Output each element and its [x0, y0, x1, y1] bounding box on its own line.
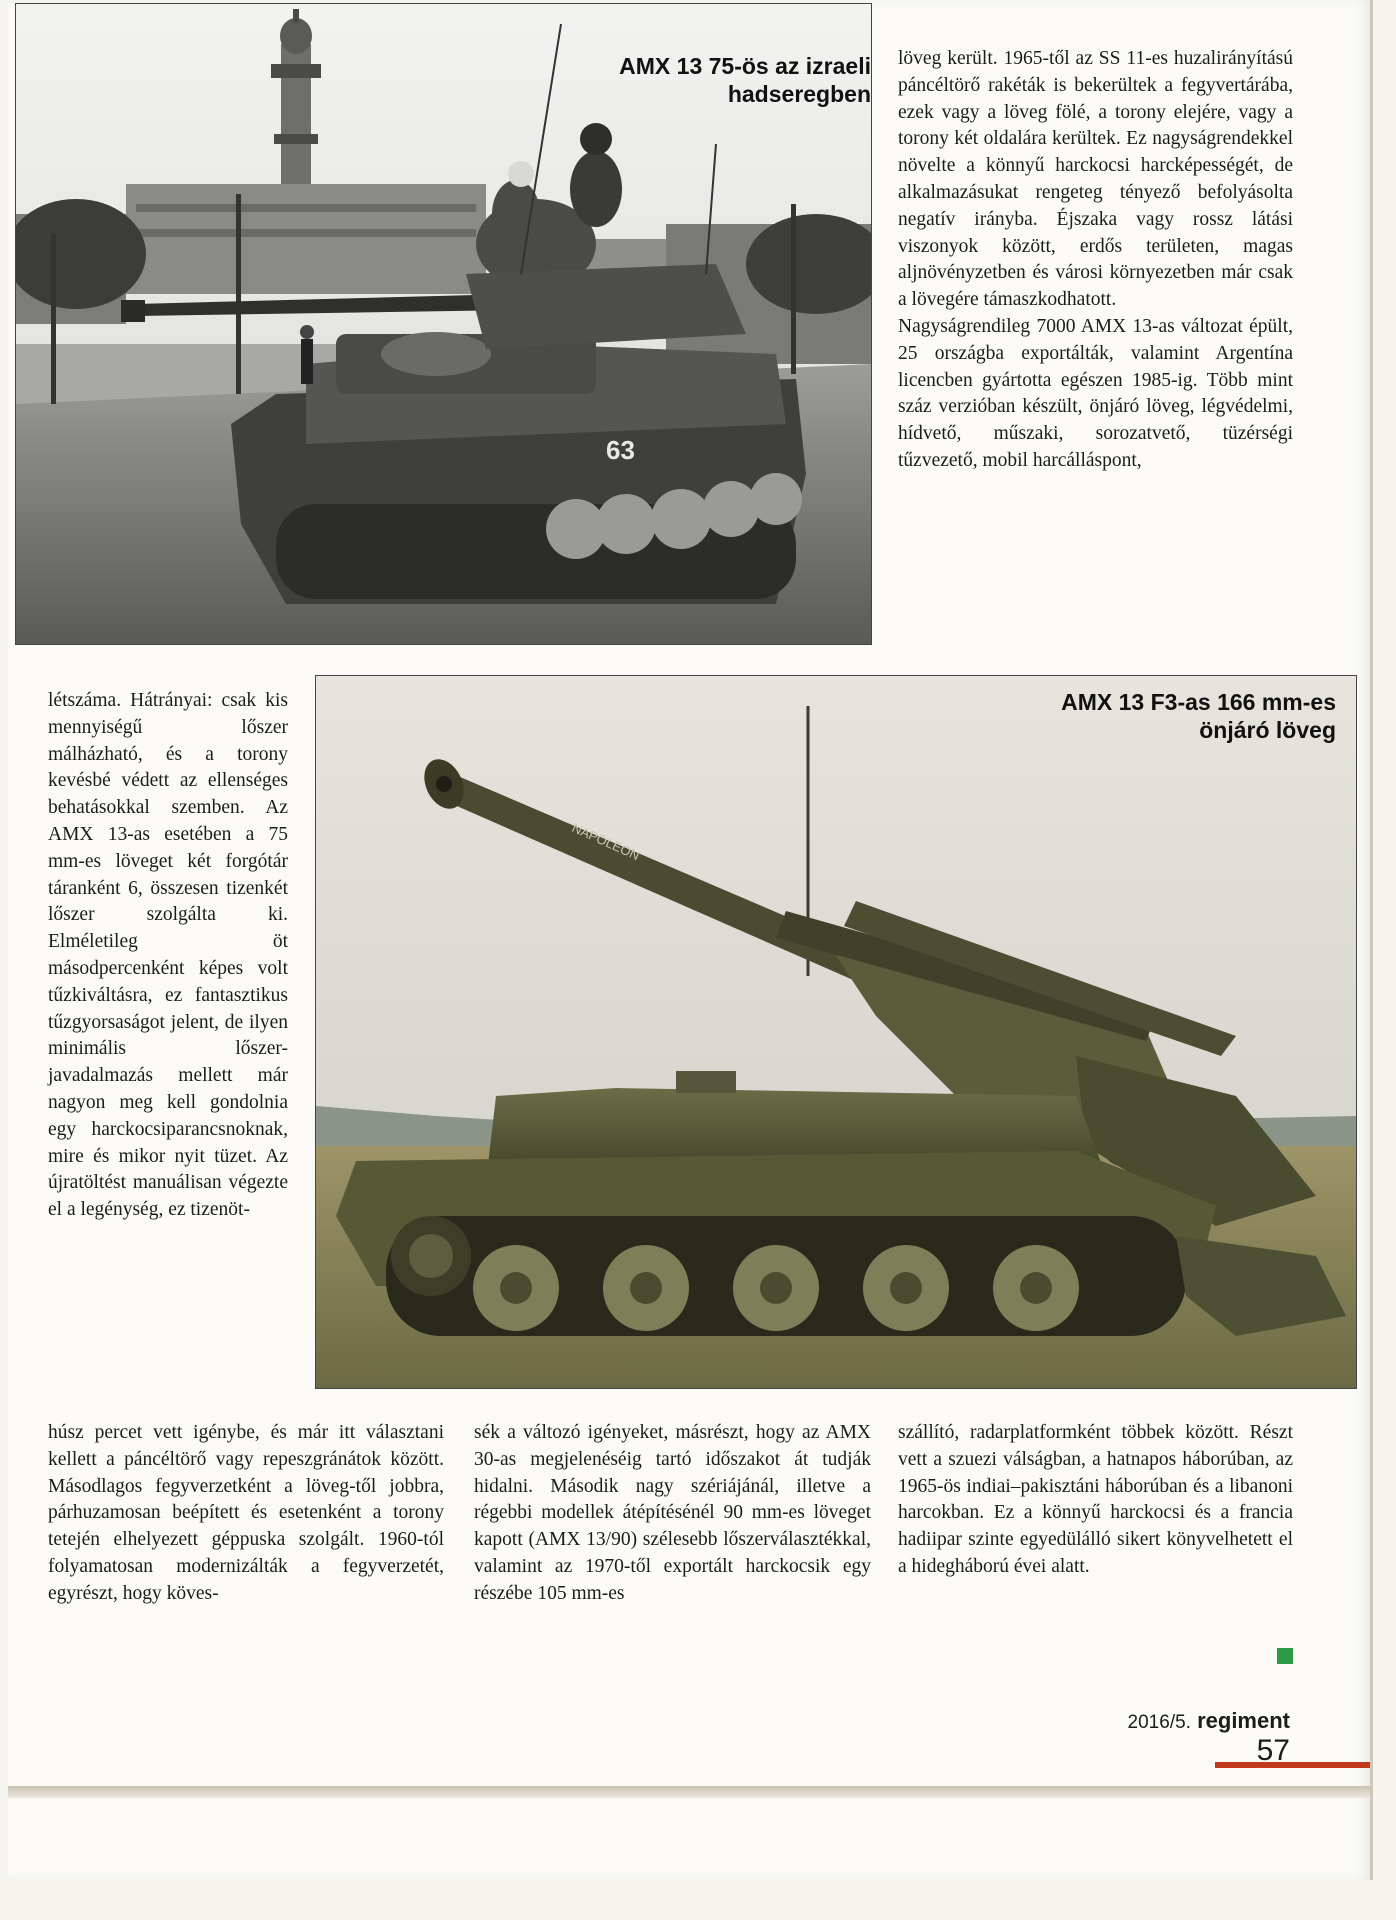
bottom-photo-caption: AMX 13 F3-as 166 mm-es önjáró löveg — [1061, 689, 1336, 743]
top-photo-amx13-israeli — [15, 3, 872, 645]
paragraph-missiles: löveg került. 1965-től az SS 11-es huzalirányítású páncéltörő rakéták is bekerültek a fegyvertárába, ezek vagy a löveg fölé, a torony elejére, vagy a torony két oldalára kerültek. Ez nagyságrendekkel növelte a könnyű harckocsi harcképességét, de alkalmazásukat rengeteg tényező befolyásolta negatív irányba. Éjszaka vagy rossz látási viszonyok között, erdős területen, magas aljnövényzetben és városi környezetben már csak a lövegére támaszkodhatott. — [898, 48, 1293, 311]
top-photo-caption: AMX 13 75-ös az izraeli hadseregben — [619, 53, 871, 107]
column-left-bottom — [48, 1420, 444, 1608]
page-number: 57 — [1256, 1734, 1290, 1767]
paragraph-modernization: sék a változó igényeket, másrészt, hogy az AMX 30-as megjelenéséig tartó időszakot át tudják hidalni. Második nagy szériájánál, illetve a régebbi modellek átépítésénél 90 mm-es löveget kapott (AMX 13/90) szélesebb lőszerválasztékkal, valamint az 1970-től exportált harckocsik egy részébe 105 mm-es — [474, 1422, 871, 1604]
bottom-photo-amx13-f3 — [315, 675, 1357, 1389]
column-left-narrow — [48, 688, 288, 1224]
paragraph-service: szállító, radarplatformként többek között. Részt vett a szuezi válságban, a hatnapos háborúban, az 1965-ös indiai–pakisztáni háborúban és a libanoni harcokban. Ez a könnyű harckocsi és a francia hadiipar szinte egyedülálló sikert könyvelhetett el a hidegháború évei alatt. — [898, 1422, 1293, 1577]
paragraph-reload: húsz percet vett igénybe, és már itt választani kellett a páncéltörő vagy repeszgránátok között. Másodlagos fegyverzetként a löveg-től jobbra, párhuzamosan beépített és esetenként a torony tetején elhelyezett géppuska szolgált. 1960-tól folyamatosan modernizálták a fegyverzetét, egyrészt, hogy köves- — [48, 1422, 444, 1604]
hull-number: 63 — [606, 435, 635, 465]
magazine-name: regiment — [1197, 1708, 1290, 1733]
page-footer — [1090, 1708, 1290, 1768]
column-right-bottom — [898, 1420, 1293, 1581]
page-bottom-edge — [8, 1786, 1370, 1798]
paragraph-drawbacks: létszáma. Hátrányai: csak kis mennyiségű lőszer málházható, és a torony kevésbé védett az ellenséges behatásokkal szemben. Az AMX 13-as esetében a 75 mm-es löveget két forgótár táranként 6, összesen tizenkét lőszer szolgálta ki. Elméletileg öt másodpercenként képes volt tűzkiváltásra, ez fantasztikus tűzgyorsaságot jelent, de ilyen minimális lőszer-javadalmazás mellett már nagyon meg kell gondolnia egy harckocsiparancsnoknak, mire és mikor nyit tüzet. Az újratöltést manuálisan végezte el a legénység, ez tizenöt- — [48, 690, 288, 1221]
article-end-mark — [1277, 1648, 1293, 1664]
column-middle-bottom — [474, 1420, 871, 1608]
paragraph-production: Nagyságrendileg 7000 AMX 13-as változat épült, 25 országba exportálták, valamint Argentína licencben gyártotta egészen 1985-ig. Több mint száz verzióban készült, önjáró löveg, légvédelmi, hídvető, műszaki, sorozatvető, tüzérségi tűzvezető, mobil harcálláspont, — [898, 315, 1293, 471]
issue-number: 2016/5. — [1127, 1712, 1191, 1733]
barrel-name: NAPOLEON — [569, 820, 642, 864]
column-right-top — [898, 46, 1293, 475]
